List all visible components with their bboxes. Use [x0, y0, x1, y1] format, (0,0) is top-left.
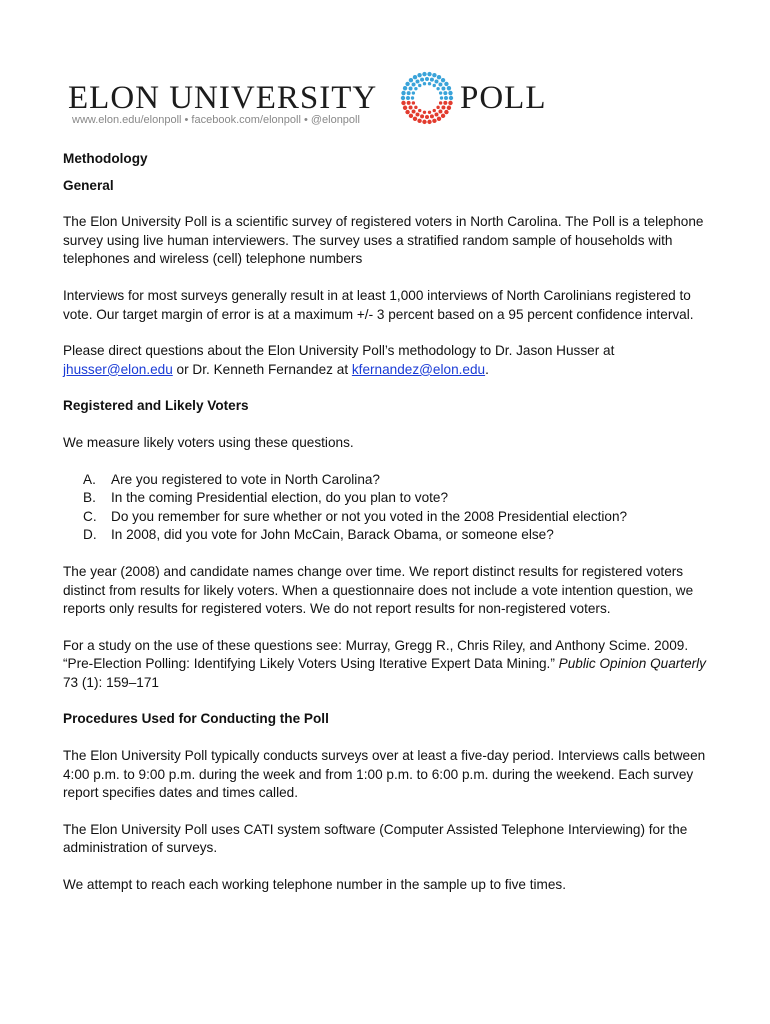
- logo-dot: [407, 91, 411, 95]
- logo-dot: [447, 86, 451, 90]
- logo-dot: [425, 115, 429, 119]
- logo-dot: [441, 106, 445, 110]
- logo-dot: [403, 106, 407, 110]
- contact-paragraph: [63, 342, 713, 379]
- poll-logo-icon: [396, 68, 458, 128]
- logo-dot: [428, 111, 431, 114]
- logo-dot: [418, 109, 421, 112]
- logo-dot: [443, 101, 447, 105]
- logo-dot: [439, 91, 442, 94]
- logo-dot: [427, 120, 431, 124]
- logo-dot: [423, 82, 426, 85]
- doc-title: Methodology: [63, 151, 148, 166]
- logo-dot: [414, 106, 417, 109]
- logo-dot: [437, 75, 441, 79]
- paragraph: We measure likely voters using these questions.: [63, 434, 354, 450]
- logo-dot: [436, 87, 439, 90]
- section-heading-procedures: Procedures Used for Conducting the Poll: [63, 711, 329, 727]
- logo-dot: [428, 82, 431, 85]
- list-item: [63, 471, 713, 490]
- logo-dot: [444, 110, 448, 114]
- logo-dot: [435, 112, 439, 116]
- logo-dot: [409, 114, 413, 118]
- logo-dot: [409, 106, 413, 110]
- list-text: In the coming Presidential election, do you plan to vote?: [111, 490, 449, 506]
- list-item: [63, 526, 713, 545]
- logo-dot: [405, 82, 409, 86]
- logo-dot: [425, 77, 429, 81]
- question-list: [63, 471, 713, 545]
- list-item: [63, 508, 713, 527]
- logo-dot: [448, 101, 452, 105]
- logo-dot: [439, 101, 442, 104]
- logo-dot: [420, 114, 424, 118]
- citation-paragraph: [63, 637, 713, 693]
- logo-dot: [427, 72, 431, 76]
- paragraph: The Elon University Poll typically conducts surveys over at least a five-day period. Interviews calls between 4:00 p.m. to 9:00 p.m. during the week and from 1:00 p.m. to 6:00 p.m. during the weekend. Each survey report specifies dates and times called.: [63, 748, 706, 801]
- brand-poll: POLL: [460, 80, 547, 116]
- logo-dot: [401, 101, 405, 105]
- logo-dot: [406, 96, 410, 100]
- logo-dot: [412, 83, 416, 87]
- list-text: Do you remember for sure whether or not you voted in the 2008 Presidential election?: [111, 508, 628, 524]
- logo-dot: [417, 119, 421, 123]
- list-item: [63, 489, 713, 508]
- logo-dot: [441, 78, 445, 82]
- list-marker: A.: [83, 471, 96, 487]
- logo-dot: [412, 101, 415, 104]
- document-body: [63, 150, 713, 895]
- logo-dot: [422, 72, 426, 76]
- logo-dot: [444, 82, 448, 86]
- logo-dot: [443, 91, 447, 95]
- paragraph: The year (2008) and candidate names change over time. We report distinct results for registered voters distinct from results for likely voters. When a questionnaire does not include a vote intention question, we reports only results for registered voters. We do not report results for non-registered voters.: [63, 563, 694, 617]
- list-text: In 2008, did you vote for John McCain, Barack Obama, or someone else?: [111, 527, 554, 543]
- logo-dot: [416, 112, 420, 116]
- logo-dot: [403, 86, 407, 90]
- logo-dot: [409, 78, 413, 82]
- brand-name: ELON UNIVERSITY: [68, 80, 378, 116]
- header-links: www.elon.edu/elonpoll • facebook.com/elonpoll • @elonpoll: [72, 114, 360, 126]
- logo-dot: [444, 96, 448, 100]
- email-link-husser[interactable]: jhusser@elon.edu: [63, 361, 173, 377]
- logo-dot: [437, 117, 441, 121]
- logo-dot: [417, 73, 421, 77]
- logo-dot: [412, 91, 415, 94]
- logo-dot: [420, 78, 424, 82]
- logo-dot: [401, 96, 405, 100]
- citation-text: 73 (1): 159–171: [63, 674, 159, 690]
- list-text: Are you registered to vote in North Carolina?: [111, 471, 380, 487]
- logo-dot: [412, 109, 416, 113]
- citation-text: For a study on the use of these questions see: Murray, Gregg R., Chris Riley, and Anthony Scime. 2009. “Pre-Election Polling: Identifying Likely Voters Using Iterative Expert Data Mining.”: [63, 637, 689, 672]
- logo-dot: [430, 114, 434, 118]
- logo-dot: [432, 73, 436, 77]
- logo-dot: [422, 120, 426, 124]
- header: [68, 66, 568, 130]
- logo-dot: [413, 117, 417, 121]
- logo-dot: [413, 75, 417, 79]
- list-marker: B.: [83, 490, 96, 506]
- section-heading-registered: Registered and Likely Voters: [63, 398, 249, 414]
- email-link-fernandez[interactable]: kfernandez@elon.edu: [351, 361, 486, 377]
- logo-dot: [405, 110, 409, 114]
- logo-dot: [433, 84, 436, 87]
- logo-dot: [433, 109, 436, 112]
- logo-dot: [449, 96, 453, 100]
- logo-dot: [441, 87, 445, 91]
- logo-dot: [407, 101, 411, 105]
- paragraph: The Elon University Poll uses CATI system software (Computer Assisted Telephone Interviewing) for the administration of surveys.: [63, 821, 688, 856]
- journal-name: Public Opinion Quarterly: [558, 656, 706, 672]
- logo-dot: [435, 80, 439, 84]
- logo-dot: [409, 87, 413, 91]
- section-heading-general: General: [63, 177, 114, 193]
- logo-dot: [401, 91, 405, 95]
- logo-dot: [414, 87, 417, 90]
- logo-dot: [447, 106, 451, 110]
- logo-dot: [441, 114, 445, 118]
- paragraph: We attempt to reach each working telephone number in the sample up to five times.: [63, 877, 566, 893]
- paragraph: The Elon University Poll is a scientific survey of registered voters in North Carolina. The Poll is a telephone survey using live human interviewers. The survey uses a stratified random sample of households with telephones and wireless (cell) telephone numbers: [63, 214, 704, 267]
- list-marker: D.: [83, 527, 97, 543]
- logo-dot: [416, 80, 420, 84]
- logo-dot: [438, 109, 442, 113]
- contact-text: Please direct questions about the Elon University Poll’s methodology to Dr. Jason Husser at: [63, 343, 615, 359]
- logo-dot: [448, 91, 452, 95]
- paragraph: Interviews for most surveys generally result in at least 1,000 interviews of North Carolinians registered to vote. Our target margin of error is at a maximum +/- 3 percent based on a 95 percent confidence interval.: [63, 287, 694, 322]
- logo-dot: [432, 119, 436, 123]
- logo-dot: [440, 96, 443, 99]
- contact-text: or Dr. Kenneth Fernandez at: [172, 361, 352, 377]
- list-marker: C.: [83, 508, 97, 524]
- contact-text: .: [485, 361, 489, 377]
- logo-dot: [438, 83, 442, 87]
- logo-dot: [436, 106, 439, 109]
- logo-dot: [418, 84, 421, 87]
- logo-dot: [411, 96, 414, 99]
- logo-dot: [423, 111, 426, 114]
- logo-dot: [430, 78, 434, 82]
